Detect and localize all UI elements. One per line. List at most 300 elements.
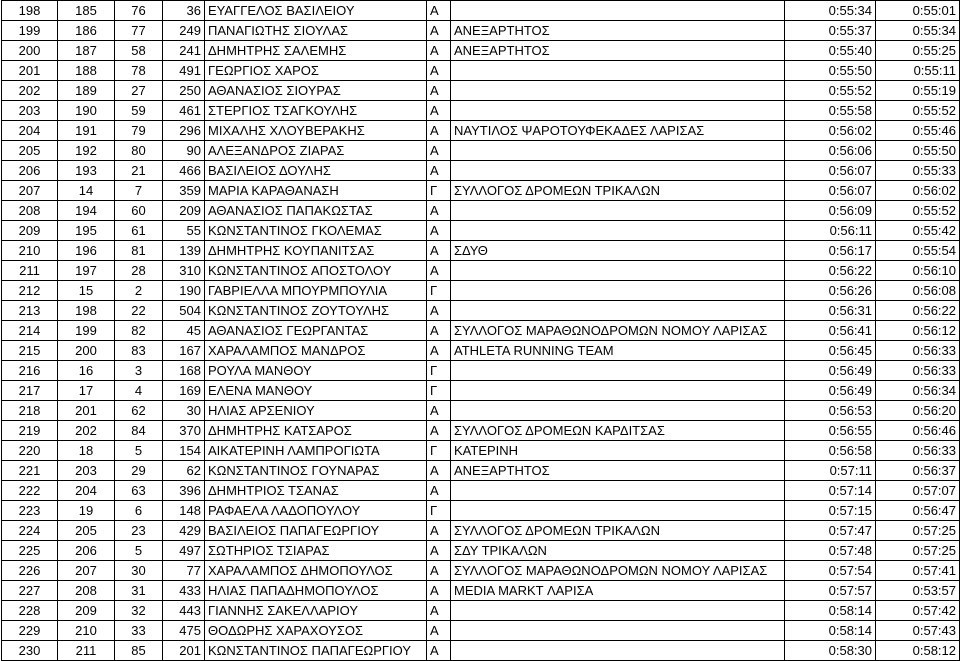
club-cell [451,641,785,661]
runner-name-cell: ΚΩΝΣΤΑΝΤΙΝΟΣ ΖΟΥΤΟΥΛΗΣ [205,301,427,321]
club-cell [451,141,785,161]
club-cell [451,1,785,21]
table-row [2,41,960,61]
position-cell: 219 [2,421,58,441]
net-time-cell: 0:58:12 [876,641,960,661]
category-cell: Α [427,301,451,321]
table-row [2,601,960,621]
bib-number-cell: 30 [163,401,205,421]
category-cell: Α [427,201,451,221]
runner-name-cell: ΚΩΝΣΤΑΝΤΙΝΟΣ ΓΟΥΝΑΡΑΣ [205,461,427,481]
results-table [1,0,960,661]
club-cell [451,401,785,421]
category-cell: Α [427,541,451,561]
table-row [2,561,960,581]
gender-position-cell: 210 [58,621,115,641]
gender-position-cell: 189 [58,81,115,101]
table-row [2,121,960,141]
category-cell: Α [427,221,451,241]
table-row [2,581,960,601]
club-cell [451,601,785,621]
gun-time-cell: 0:56:45 [785,341,876,361]
table-row [2,361,960,381]
bib-number-cell: 396 [163,481,205,501]
runner-name-cell: ΜΑΡΙΑ ΚΑΡΑΘΑΝΑΣΗ [205,181,427,201]
bib-number-cell: 77 [163,561,205,581]
net-time-cell: 0:56:08 [876,281,960,301]
bib-number-cell: 55 [163,221,205,241]
runner-name-cell: ΑΘΑΝΑΣΙΟΣ ΓΕΩΡΓΑΝΤΑΣ [205,321,427,341]
category-cell: Γ [427,181,451,201]
net-time-cell: 0:55:11 [876,61,960,81]
table-row [2,461,960,481]
gun-time-cell: 0:56:55 [785,421,876,441]
runner-name-cell: ΑΘΑΝΑΣΙΟΣ ΠΑΠΑΚΩΣΤΑΣ [205,201,427,221]
position-cell: 206 [2,161,58,181]
club-cell: ΝΑΥΤΙΛΟΣ ΨΑΡΟΤΟΥΦΕΚΑΔΕΣ ΛΑΡΙΣΑΣ [451,121,785,141]
category-position-cell: 28 [115,261,163,281]
position-cell: 201 [2,61,58,81]
net-time-cell: 0:53:57 [876,581,960,601]
gun-time-cell: 0:57:54 [785,561,876,581]
net-time-cell: 0:56:33 [876,341,960,361]
gun-time-cell: 0:56:31 [785,301,876,321]
category-position-cell: 33 [115,621,163,641]
table-row [2,321,960,341]
runner-name-cell: ΜΙΧΑΛΗΣ ΧΛΟΥΒΕΡΑΚΗΣ [205,121,427,141]
table-row [2,641,960,661]
net-time-cell: 0:55:19 [876,81,960,101]
club-cell: ΣΥΛΛΟΓΟΣ ΜΑΡΑΘΩΝΟΔΡΟΜΩΝ ΝΟΜΟΥ ΛΑΡΙΣΑΣ [451,561,785,581]
gun-time-cell: 0:58:14 [785,621,876,641]
net-time-cell: 0:56:33 [876,361,960,381]
club-cell [451,481,785,501]
table-row [2,541,960,561]
net-time-cell: 0:57:07 [876,481,960,501]
category-position-cell: 27 [115,81,163,101]
table-row [2,61,960,81]
category-cell: Γ [427,381,451,401]
position-cell: 216 [2,361,58,381]
net-time-cell: 0:55:25 [876,41,960,61]
table-row [2,481,960,501]
bib-number-cell: 154 [163,441,205,461]
gender-position-cell: 187 [58,41,115,61]
category-position-cell: 85 [115,641,163,661]
table-row [2,281,960,301]
position-cell: 223 [2,501,58,521]
club-cell [451,261,785,281]
category-position-cell: 83 [115,341,163,361]
category-position-cell: 79 [115,121,163,141]
gun-time-cell: 0:58:30 [785,641,876,661]
category-cell: Α [427,241,451,261]
club-cell [451,221,785,241]
table-row [2,241,960,261]
category-cell: Γ [427,361,451,381]
gender-position-cell: 208 [58,581,115,601]
net-time-cell: 0:55:50 [876,141,960,161]
net-time-cell: 0:57:42 [876,601,960,621]
category-cell: Α [427,1,451,21]
category-position-cell: 63 [115,481,163,501]
category-cell: Γ [427,281,451,301]
table-row [2,621,960,641]
category-position-cell: 3 [115,361,163,381]
position-cell: 215 [2,341,58,361]
category-position-cell: 76 [115,1,163,21]
bib-number-cell: 504 [163,301,205,321]
club-cell: ΚΑΤΕΡΙΝΗ [451,441,785,461]
category-position-cell: 81 [115,241,163,261]
net-time-cell: 0:56:12 [876,321,960,341]
table-row [2,421,960,441]
position-cell: 207 [2,181,58,201]
runner-name-cell: ΒΑΣΙΛΕΙΟΣ ΠΑΠΑΓΕΩΡΓΙΟΥ [205,521,427,541]
category-position-cell: 23 [115,521,163,541]
position-cell: 220 [2,441,58,461]
gender-position-cell: 201 [58,401,115,421]
gender-position-cell: 195 [58,221,115,241]
gun-time-cell: 0:56:49 [785,361,876,381]
gun-time-cell: 0:57:48 [785,541,876,561]
gender-position-cell: 186 [58,21,115,41]
net-time-cell: 0:55:34 [876,21,960,41]
runner-name-cell: ΣΤΕΡΓΙΟΣ ΤΣΑΓΚΟΥΛΗΣ [205,101,427,121]
club-cell: ΣΥΛΛΟΓΟΣ ΔΡΟΜΕΩΝ ΚΑΡΔΙΤΣΑΣ [451,421,785,441]
position-cell: 217 [2,381,58,401]
bib-number-cell: 167 [163,341,205,361]
category-position-cell: 80 [115,141,163,161]
category-cell: Α [427,141,451,161]
gun-time-cell: 0:56:22 [785,261,876,281]
club-cell: ΣΥΛΛΟΓΟΣ ΔΡΟΜΕΩΝ ΤΡΙΚΑΛΩΝ [451,181,785,201]
category-cell: Α [427,641,451,661]
table-row [2,221,960,241]
gun-time-cell: 0:56:53 [785,401,876,421]
gender-position-cell: 202 [58,421,115,441]
bib-number-cell: 249 [163,21,205,41]
club-cell: ΑΝΕΞΑΡΤΗΤΟΣ [451,41,785,61]
category-position-cell: 7 [115,181,163,201]
runner-name-cell: ΚΩΝΣΤΑΝΤΙΝΟΣ ΓΚΟΛΕΜΑΣ [205,221,427,241]
runner-name-cell: ΒΑΣΙΛΕΙΟΣ ΔΟΥΛΗΣ [205,161,427,181]
category-position-cell: 4 [115,381,163,401]
net-time-cell: 0:55:46 [876,121,960,141]
category-position-cell: 5 [115,441,163,461]
net-time-cell: 0:57:25 [876,521,960,541]
bib-number-cell: 466 [163,161,205,181]
bib-number-cell: 370 [163,421,205,441]
runner-name-cell: ΧΑΡΑΛΑΜΠΟΣ ΜΑΝΔΡΟΣ [205,341,427,361]
category-cell: Α [427,561,451,581]
net-time-cell: 0:57:41 [876,561,960,581]
category-position-cell: 32 [115,601,163,621]
gender-position-cell: 192 [58,141,115,161]
gun-time-cell: 0:58:14 [785,601,876,621]
category-position-cell: 5 [115,541,163,561]
club-cell [451,301,785,321]
gender-position-cell: 207 [58,561,115,581]
table-row [2,201,960,221]
club-cell: MEDIA MARKT ΛΑΡΙΣΑ [451,581,785,601]
runner-name-cell: ΠΑΝΑΓΙΩΤΗΣ ΣΙΟΥΛΑΣ [205,21,427,41]
runner-name-cell: ΓΑΒΡΙΕΛΛΑ ΜΠΟΥΡΜΠΟΥΛΙΑ [205,281,427,301]
runner-name-cell: ΕΥΑΓΓΕΛΟΣ ΒΑΣΙΛΕΙΟΥ [205,1,427,21]
position-cell: 198 [2,1,58,21]
bib-number-cell: 201 [163,641,205,661]
category-position-cell: 30 [115,561,163,581]
position-cell: 204 [2,121,58,141]
gender-position-cell: 16 [58,361,115,381]
category-cell: Α [427,101,451,121]
bib-number-cell: 209 [163,201,205,221]
category-cell: Α [427,581,451,601]
runner-name-cell: ΑΛΕΞΑΝΔΡΟΣ ΖΙΑΡΑΣ [205,141,427,161]
gun-time-cell: 0:56:58 [785,441,876,461]
club-cell: ΑΝΕΞΑΡΤΗΤΟΣ [451,21,785,41]
gun-time-cell: 0:56:02 [785,121,876,141]
category-cell: Α [427,41,451,61]
club-cell [451,61,785,81]
bib-number-cell: 90 [163,141,205,161]
category-cell: Γ [427,501,451,521]
club-cell: ΣΔΥ ΤΡΙΚΑΛΩΝ [451,541,785,561]
category-position-cell: 6 [115,501,163,521]
position-cell: 211 [2,261,58,281]
gun-time-cell: 0:55:34 [785,1,876,21]
club-cell: ΣΥΛΛΟΓΟΣ ΔΡΟΜΕΩΝ ΤΡΙΚΑΛΩΝ [451,521,785,541]
runner-name-cell: ΡΟΥΛΑ ΜΑΝΘΟΥ [205,361,427,381]
gender-position-cell: 19 [58,501,115,521]
net-time-cell: 0:56:47 [876,501,960,521]
gender-position-cell: 199 [58,321,115,341]
bib-number-cell: 461 [163,101,205,121]
runner-name-cell: ΡΑΦΑΕΛΑ ΛΑΔΟΠΟΥΛΟΥ [205,501,427,521]
net-time-cell: 0:57:25 [876,541,960,561]
category-position-cell: 58 [115,41,163,61]
club-cell: ATHLETA RUNNING TEAM [451,341,785,361]
table-row [2,441,960,461]
gender-position-cell: 197 [58,261,115,281]
gun-time-cell: 0:56:06 [785,141,876,161]
bib-number-cell: 310 [163,261,205,281]
net-time-cell: 0:57:43 [876,621,960,641]
bib-number-cell: 475 [163,621,205,641]
bib-number-cell: 169 [163,381,205,401]
net-time-cell: 0:56:37 [876,461,960,481]
gender-position-cell: 193 [58,161,115,181]
bib-number-cell: 241 [163,41,205,61]
category-cell: Α [427,81,451,101]
position-cell: 210 [2,241,58,261]
gender-position-cell: 14 [58,181,115,201]
bib-number-cell: 36 [163,1,205,21]
position-cell: 200 [2,41,58,61]
runner-name-cell: ΚΩΝΣΤΑΝΤΙΝΟΣ ΠΑΠΑΓΕΩΡΓΙΟΥ [205,641,427,661]
net-time-cell: 0:56:20 [876,401,960,421]
category-cell: Α [427,401,451,421]
gender-position-cell: 188 [58,61,115,81]
runner-name-cell: ΗΛΙΑΣ ΑΡΣΕΝΙΟΥ [205,401,427,421]
runner-name-cell: ΑΘΑΝΑΣΙΟΣ ΣΙΟΥΡΑΣ [205,81,427,101]
club-cell [451,361,785,381]
net-time-cell: 0:56:22 [876,301,960,321]
position-cell: 221 [2,461,58,481]
club-cell [451,281,785,301]
bib-number-cell: 296 [163,121,205,141]
net-time-cell: 0:55:52 [876,201,960,221]
gun-time-cell: 0:57:57 [785,581,876,601]
category-position-cell: 31 [115,581,163,601]
bib-number-cell: 168 [163,361,205,381]
position-cell: 203 [2,101,58,121]
club-cell: ΣΔΥΘ [451,241,785,261]
bib-number-cell: 429 [163,521,205,541]
gender-position-cell: 17 [58,381,115,401]
runner-name-cell: ΣΩΤΗΡΙΟΣ ΤΣΙΑΡΑΣ [205,541,427,561]
table-row [2,181,960,201]
gender-position-cell: 191 [58,121,115,141]
category-position-cell: 21 [115,161,163,181]
gun-time-cell: 0:57:11 [785,461,876,481]
runner-name-cell: ΕΛΕΝΑ ΜΑΝΘΟΥ [205,381,427,401]
bib-number-cell: 250 [163,81,205,101]
bib-number-cell: 433 [163,581,205,601]
gender-position-cell: 204 [58,481,115,501]
gun-time-cell: 0:56:07 [785,181,876,201]
category-cell: Α [427,261,451,281]
position-cell: 225 [2,541,58,561]
category-position-cell: 78 [115,61,163,81]
net-time-cell: 0:55:33 [876,161,960,181]
gender-position-cell: 206 [58,541,115,561]
position-cell: 213 [2,301,58,321]
category-cell: Α [427,601,451,621]
position-cell: 199 [2,21,58,41]
position-cell: 214 [2,321,58,341]
table-row [2,301,960,321]
gender-position-cell: 211 [58,641,115,661]
position-cell: 208 [2,201,58,221]
category-cell: Α [427,481,451,501]
net-time-cell: 0:56:02 [876,181,960,201]
category-cell: Α [427,121,451,141]
bib-number-cell: 497 [163,541,205,561]
club-cell [451,161,785,181]
position-cell: 226 [2,561,58,581]
club-cell [451,201,785,221]
category-cell: Α [427,621,451,641]
net-time-cell: 0:56:34 [876,381,960,401]
category-cell: Α [427,421,451,441]
runner-name-cell: ΑΙΚΑΤΕΡΙΝΗ ΛΑΜΠΡΟΓΙΩΤΑ [205,441,427,461]
gun-time-cell: 0:57:15 [785,501,876,521]
bib-number-cell: 359 [163,181,205,201]
table-row [2,401,960,421]
bib-number-cell: 148 [163,501,205,521]
gun-time-cell: 0:57:14 [785,481,876,501]
runner-name-cell: ΧΑΡΑΛΑΜΠΟΣ ΔΗΜΟΠΟΥΛΟΣ [205,561,427,581]
runner-name-cell: ΔΗΜΗΤΡΙΟΣ ΤΣΑΝΑΣ [205,481,427,501]
bib-number-cell: 139 [163,241,205,261]
net-time-cell: 0:55:54 [876,241,960,261]
gender-position-cell: 198 [58,301,115,321]
club-cell [451,381,785,401]
bib-number-cell: 45 [163,321,205,341]
gun-time-cell: 0:55:58 [785,101,876,121]
category-position-cell: 82 [115,321,163,341]
position-cell: 228 [2,601,58,621]
position-cell: 224 [2,521,58,541]
gun-time-cell: 0:56:09 [785,201,876,221]
gender-position-cell: 194 [58,201,115,221]
bib-number-cell: 443 [163,601,205,621]
club-cell [451,101,785,121]
position-cell: 209 [2,221,58,241]
runner-name-cell: ΗΛΙΑΣ ΠΑΠΑΔΗΜΟΠΟΥΛΟΣ [205,581,427,601]
position-cell: 227 [2,581,58,601]
table-row [2,341,960,361]
position-cell: 212 [2,281,58,301]
gun-time-cell: 0:56:41 [785,321,876,341]
table-row [2,141,960,161]
gender-position-cell: 209 [58,601,115,621]
runner-name-cell: ΔΗΜΗΤΡΗΣ ΚΑΤΣΑΡΟΣ [205,421,427,441]
table-row [2,101,960,121]
net-time-cell: 0:55:52 [876,101,960,121]
position-cell: 205 [2,141,58,161]
gun-time-cell: 0:55:52 [785,81,876,101]
category-position-cell: 59 [115,101,163,121]
runner-name-cell: ΚΩΝΣΤΑΝΤΙΝΟΣ ΑΠΟΣΤΟΛΟΥ [205,261,427,281]
category-position-cell: 61 [115,221,163,241]
net-time-cell: 0:56:46 [876,421,960,441]
position-cell: 222 [2,481,58,501]
gender-position-cell: 203 [58,461,115,481]
category-cell: Α [427,321,451,341]
gender-position-cell: 196 [58,241,115,261]
gender-position-cell: 185 [58,1,115,21]
net-time-cell: 0:55:42 [876,221,960,241]
bib-number-cell: 491 [163,61,205,81]
category-position-cell: 60 [115,201,163,221]
gender-position-cell: 200 [58,341,115,361]
gender-position-cell: 15 [58,281,115,301]
category-position-cell: 77 [115,21,163,41]
gender-position-cell: 190 [58,101,115,121]
gender-position-cell: 205 [58,521,115,541]
table-row [2,501,960,521]
club-cell: ΣΥΛΛΟΓΟΣ ΜΑΡΑΘΩΝΟΔΡΟΜΩΝ ΝΟΜΟΥ ΛΑΡΙΣΑΣ [451,321,785,341]
gun-time-cell: 0:56:17 [785,241,876,261]
position-cell: 202 [2,81,58,101]
category-cell: Α [427,21,451,41]
net-time-cell: 0:55:01 [876,1,960,21]
runner-name-cell: ΘΟΔΩΡΗΣ ΧΑΡΑΧΟΥΣΟΣ [205,621,427,641]
position-cell: 218 [2,401,58,421]
club-cell [451,621,785,641]
table-row [2,261,960,281]
category-cell: Α [427,61,451,81]
table-row [2,81,960,101]
bib-number-cell: 190 [163,281,205,301]
gun-time-cell: 0:56:07 [785,161,876,181]
position-cell: 230 [2,641,58,661]
table-row [2,21,960,41]
net-time-cell: 0:56:33 [876,441,960,461]
position-cell: 229 [2,621,58,641]
